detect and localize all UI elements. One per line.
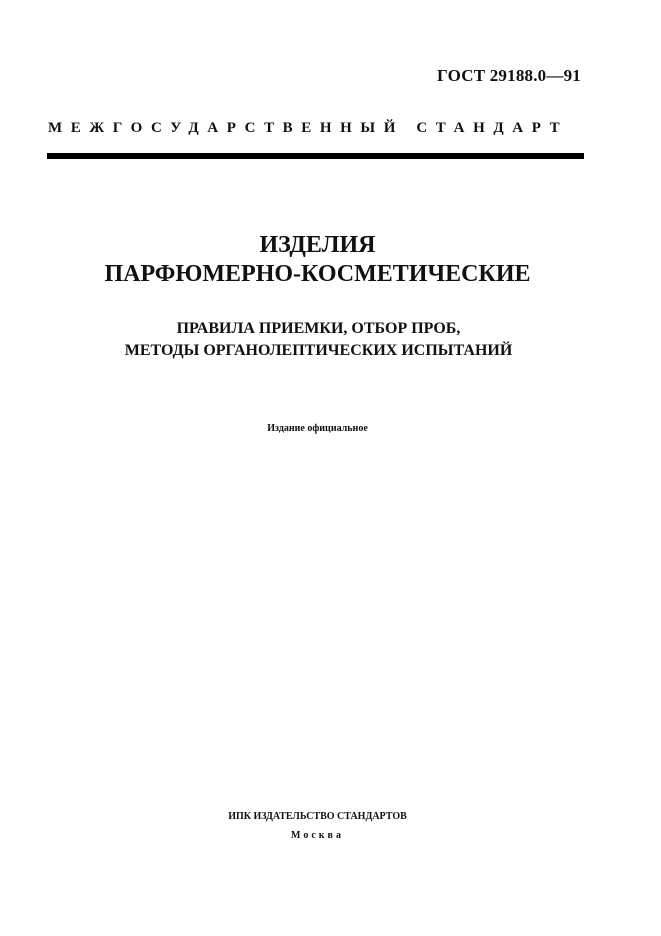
subtitle-line-2: МЕТОДЫ ОРГАНОЛЕПТИЧЕСКИХ ИСПЫТАНИЙ: [124, 342, 513, 359]
document-title: [0, 231, 661, 289]
publisher-name: ИПК ИЗДАТЕЛЬСТВО СТАНДАРТОВ: [228, 811, 407, 822]
edition-note: Издание официальное: [267, 423, 368, 434]
subtitle-line-1: ПРАВИЛА ПРИЕМКИ, ОТБОР ПРОБ,: [176, 320, 461, 337]
title-line-2: ПАРФЮМЕРНО-КОСМЕТИЧЕСКИЕ: [104, 261, 531, 287]
header-divider-rule: [47, 153, 584, 159]
publisher-city: Москва: [291, 830, 344, 841]
document-code: ГОСТ 29188.0—91: [437, 66, 581, 85]
title-line-1: ИЗДЕЛИЯ: [259, 232, 376, 258]
standard-type-heading: МЕЖГОСУДАРСТВЕННЫЙ СТАНДАРТ: [48, 120, 569, 136]
document-subtitle: [0, 318, 661, 362]
